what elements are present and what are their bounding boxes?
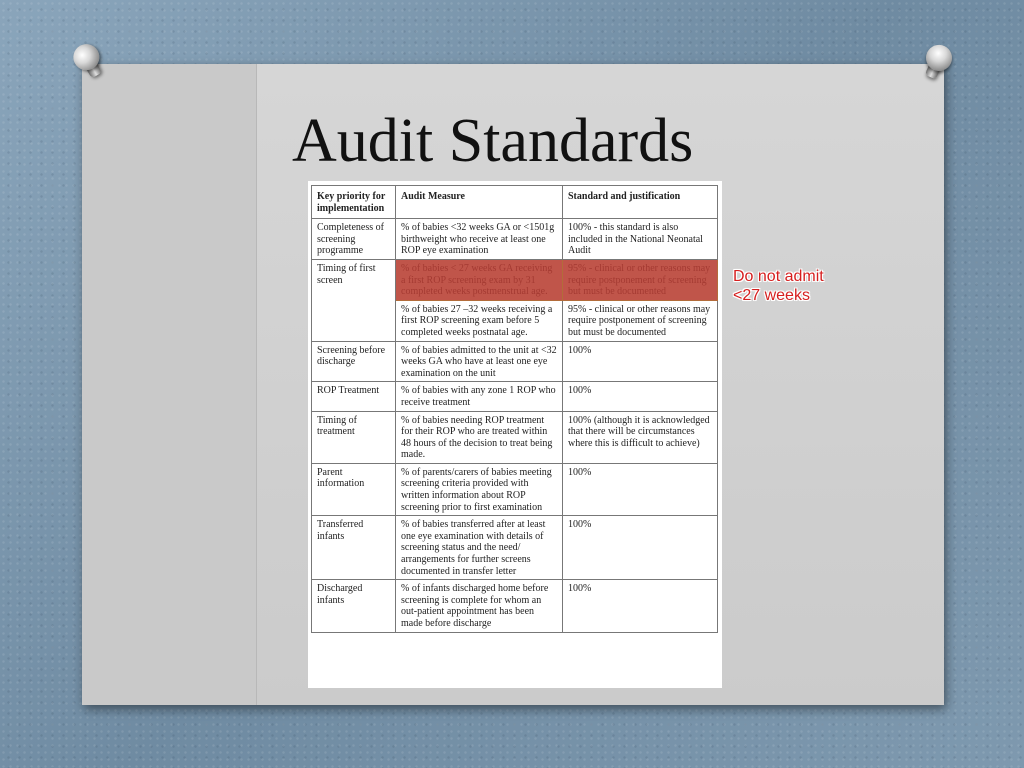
- table-row: [312, 516, 718, 580]
- cell-measure: % of babies needing ROP treatment for their ROP who are treated within 48 hours of the decision to treat being made.: [396, 411, 563, 463]
- cell-standard: 100%: [563, 382, 718, 411]
- cell-priority: Discharged infants: [312, 580, 396, 632]
- header-key-priority: Key priority for implementation: [312, 186, 396, 219]
- table-row: [312, 341, 718, 382]
- table-row: [312, 382, 718, 411]
- cell-standard: 100%: [563, 341, 718, 382]
- cell-standard: 100% - this standard is also included in the National Neonatal Audit: [563, 219, 718, 260]
- cell-priority: Transferred infants: [312, 516, 396, 580]
- annotation-note: [733, 267, 873, 305]
- table-header-row: [312, 186, 718, 219]
- slide-left-panel: [82, 64, 257, 705]
- cell-measure: % of babies 27 –32 weeks receiving a first ROP screening exam before 5 completed weeks postnatal age.: [396, 300, 563, 341]
- cell-priority: Screening before discharge: [312, 341, 396, 382]
- note-line: Do not admit: [733, 268, 824, 285]
- header-standard: Standard and justification: [563, 186, 718, 219]
- cell-standard: 100%: [563, 580, 718, 632]
- cell-priority: Completeness of screening programme: [312, 219, 396, 260]
- slide-title: Audit Standards: [292, 107, 694, 175]
- cell-measure: % of babies admitted to the unit at <32 weeks GA who have at least one eye examination on the unit: [396, 341, 563, 382]
- cell-priority: Timing of first screen: [312, 259, 396, 341]
- cell-measure: % of babies with any zone 1 ROP who receive treatment: [396, 382, 563, 411]
- cell-priority: ROP Treatment: [312, 382, 396, 411]
- header-audit-measure: Audit Measure: [396, 186, 563, 219]
- table-row-highlighted: [312, 259, 718, 300]
- cell-standard: 95% - clinical or other reasons may require postponement of screening but must be documented: [563, 259, 718, 300]
- cell-measure: % of infants discharged home before screening is complete for whom an out-patient appointment has been made before discharge: [396, 580, 563, 632]
- table-row: [312, 580, 718, 632]
- cell-priority: Timing of treatment: [312, 411, 396, 463]
- table-row: [312, 411, 718, 463]
- cell-standard: 95% - clinical or other reasons may require postponement of screening but must be documented: [563, 300, 718, 341]
- audit-table-image: [308, 181, 722, 688]
- cell-measure: % of parents/carers of babies meeting screening criteria provided with written information about ROP screening prior to first examination: [396, 463, 563, 515]
- cell-priority: Parent information: [312, 463, 396, 515]
- table-row: [312, 463, 718, 515]
- cell-standard: 100%: [563, 463, 718, 515]
- cell-measure: % of babies <32 weeks GA or <1501g birthweight who receive at least one ROP eye examination: [396, 219, 563, 260]
- table-row: [312, 219, 718, 260]
- cell-measure: % of babies < 27 weeks GA receiving a first ROP screening exam by 31 completed weeks postmenstrual age.: [396, 259, 563, 300]
- cell-measure: % of babies transferred after at least one eye examination with details of screening status and the need/ arrangements for further screens documented in transfer letter: [396, 516, 563, 580]
- audit-standards-table: [311, 185, 718, 633]
- note-line: <27 weeks: [733, 287, 810, 304]
- cell-standard: 100%: [563, 516, 718, 580]
- cell-standard: 100% (although it is acknowledged that there will be circumstances where this is difficult to achieve): [563, 411, 718, 463]
